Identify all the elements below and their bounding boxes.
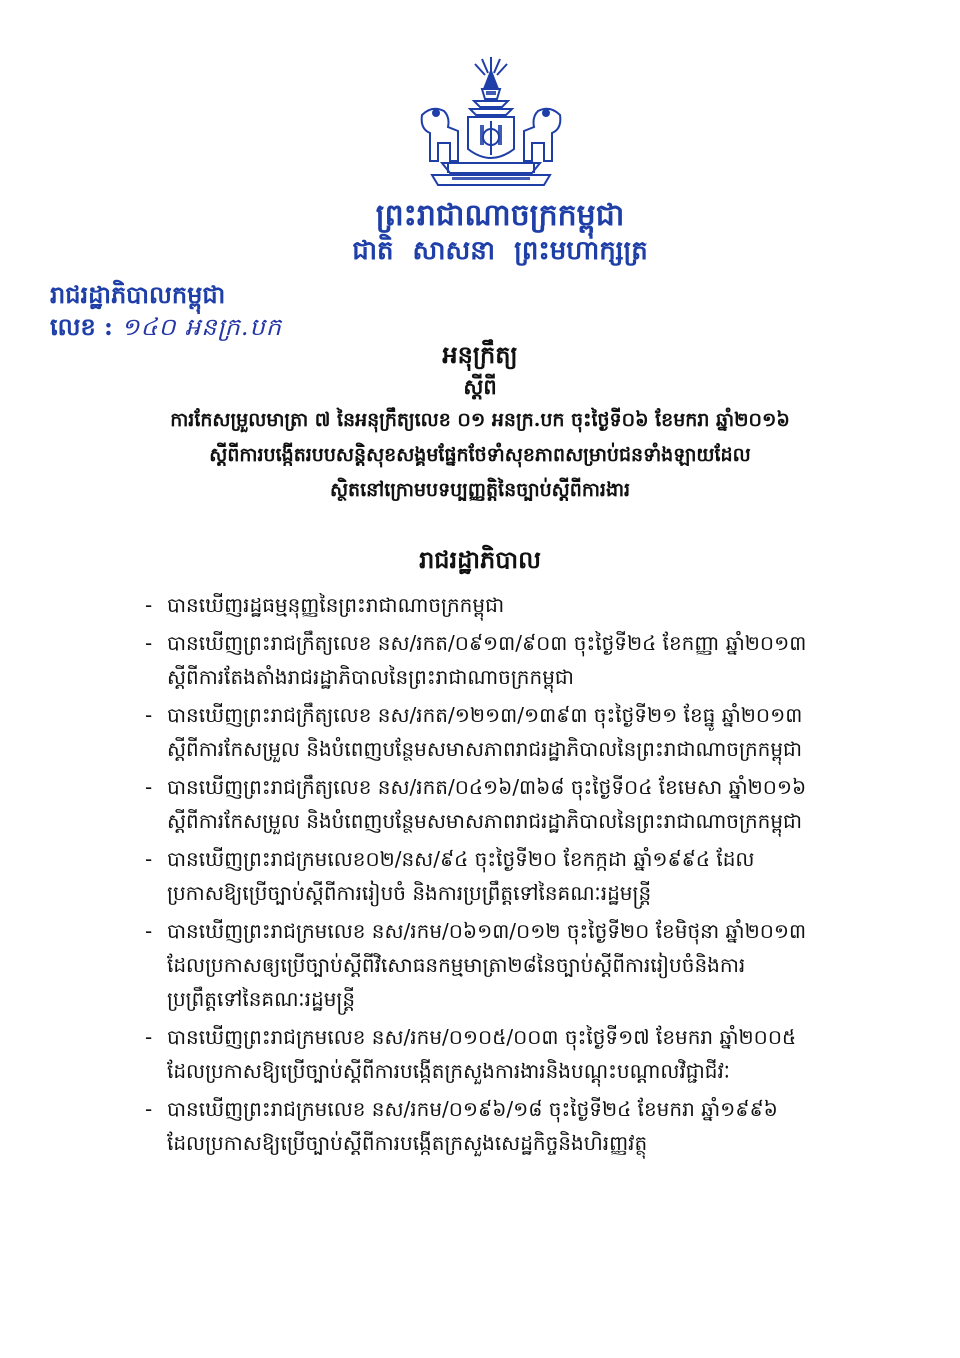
list-item-line: ស្តីពីការកែសម្រួល និងបំពេញបន្ថែមសមាសភាពរាជរដ្ឋាភិបាលនៃព្រះរាជាណាចក្រកម្ពុជា xyxy=(167,737,803,761)
about-label: ស្តីពី xyxy=(463,374,497,399)
list-item xyxy=(145,1020,885,1088)
handwritten-number: ១៤០ អនក្រ.បក xyxy=(121,313,283,341)
list-item-line: បានឃើញព្រះរាជក្រមលេខ នស/រកម/០១០៥/០០៣ ចុះថ្ងៃទី១៧ ខែមករា ឆ្នាំ២០០៥ xyxy=(167,1025,797,1049)
document-type: អនុក្រឹត្យ xyxy=(442,340,518,369)
list-item-line: បានឃើញព្រះរាជក្រឹត្យលេខ នស/រកត/០៤១៦/៣៦៨ ចុះថ្ងៃទី០៤ ខែមេសា ឆ្នាំ២០១៦ xyxy=(167,775,807,799)
national-motto: ជាតិ សាសនា ព្រះមហាក្សត្រ xyxy=(352,236,648,266)
list-item-line: បានឃើញរដ្ឋធម្មនុញ្ញនៃព្រះរាជាណាចក្រកម្ពុជា xyxy=(167,593,505,617)
list-item-line: បានឃើញព្រះរាជក្រមលេខ នស/រកម/០១៩៦/១៨ ចុះថ្ងៃទី២៤ ខែមករា ឆ្នាំ១៩៩៦ xyxy=(167,1097,778,1121)
list-item xyxy=(145,588,885,622)
list-item-line: បានឃើញព្រះរាជក្រឹត្យលេខ នស/រកត/០៩១៣/៩០៣ ចុះថ្ងៃទី២៤ ខែកញ្ញា ឆ្នាំ២០១៣ xyxy=(167,631,807,655)
bullet: - xyxy=(145,593,153,617)
bullet: - xyxy=(145,919,153,943)
number-label: លេខ : xyxy=(50,312,113,341)
list-item xyxy=(145,1092,885,1160)
bullet: - xyxy=(145,1025,153,1049)
government-heading: រាជរដ្ឋាភិបាលកម្ពុជា xyxy=(50,280,226,309)
list-item-line: បានឃើញព្រះរាជក្រឹត្យលេខ នស/រកត/១២១៣/១៣៩៣ ចុះថ្ងៃទី២១ ខែធ្នូ ឆ្នាំ២០១៣ xyxy=(167,703,803,727)
royal-coat-of-arms-icon xyxy=(412,55,570,190)
bullet: - xyxy=(145,847,153,871)
list-item-line: ដែលប្រកាសឲ្យប្រើច្បាប់ស្តីពីវិសោធនកម្មមាត្រា២៨នៃច្បាប់ស្តីពីការរៀបចំនិងការ xyxy=(167,953,746,977)
list-item-line: បានឃើញព្រះរាជក្រមលេខ០២/នស/៩៤ ចុះថ្ងៃទី២០ ខែកក្កដា ឆ្នាំ១៩៩៤ ដែល xyxy=(167,847,755,871)
bullet: - xyxy=(145,631,153,655)
list-item-line: ប្រកាសឱ្យប្រើច្បាប់ស្តីពីការរៀបចំ និងការប្រព្រឹត្តទៅនៃគណៈរដ្ឋមន្ត្រី xyxy=(167,881,652,905)
list-item xyxy=(145,626,885,694)
legal-basis-list xyxy=(145,588,885,1164)
issuer-heading: រាជរដ្ឋាភិបាល xyxy=(419,545,541,574)
subject-line-1: ការកែសម្រួលមាត្រា ៧ នៃអនុក្រឹត្យលេខ ០១ អនក្រ.បក ចុះថ្ងៃទី០៦ ខែមករា ឆ្នាំ២០១៦ xyxy=(170,409,790,431)
list-item-line: ដែលប្រកាសឱ្យប្រើច្បាប់ស្តីពីការបង្កើតក្រសួងការងារនិងបណ្តុះបណ្តាលវិជ្ជាជីវៈ xyxy=(167,1059,730,1083)
list-item xyxy=(145,914,885,1016)
list-item xyxy=(145,842,885,910)
bullet: - xyxy=(145,703,153,727)
subject-line-2: ស្តីពីការបង្កើតរបបសន្តិសុខសង្គមផ្នែកថែទាំសុខភាពសម្រាប់ជនទាំងឡាយដែល xyxy=(209,444,751,466)
list-item xyxy=(145,770,885,838)
subject-line-3: ស្ថិតនៅក្រោមបទប្បញ្ញត្តិនៃច្បាប់ស្តីពីការងារ xyxy=(329,479,631,501)
kingdom-name: ព្រះរាជាណាចក្រកម្ពុជា xyxy=(375,198,625,233)
bullet: - xyxy=(145,775,153,799)
list-item-line: ដែលប្រកាសឱ្យប្រើច្បាប់ស្តីពីការបង្កើតក្រសួងសេដ្ឋកិច្ចនិងហិរញ្ញវត្ថុ xyxy=(167,1131,648,1155)
list-item xyxy=(145,698,885,766)
list-item-line: ស្តីពីការតែងតាំងរាជរដ្ឋាភិបាលនៃព្រះរាជាណាចក្រកម្ពុជា xyxy=(167,665,574,689)
list-item-line: ប្រព្រឹត្តទៅនៃគណៈរដ្ឋមន្ត្រី xyxy=(167,987,356,1011)
list-item-line: បានឃើញព្រះរាជក្រមលេខ នស/រកម/០៦១៣/០១២ ចុះថ្ងៃទី២០ ខែមិថុនា ឆ្នាំ២០១៣ xyxy=(167,919,807,943)
bullet: - xyxy=(145,1097,153,1121)
list-item-line: ស្តីពីការកែសម្រួល និងបំពេញបន្ថែមសមាសភាពរាជរដ្ឋាភិបាលនៃព្រះរាជាណាចក្រកម្ពុជា xyxy=(167,809,803,833)
